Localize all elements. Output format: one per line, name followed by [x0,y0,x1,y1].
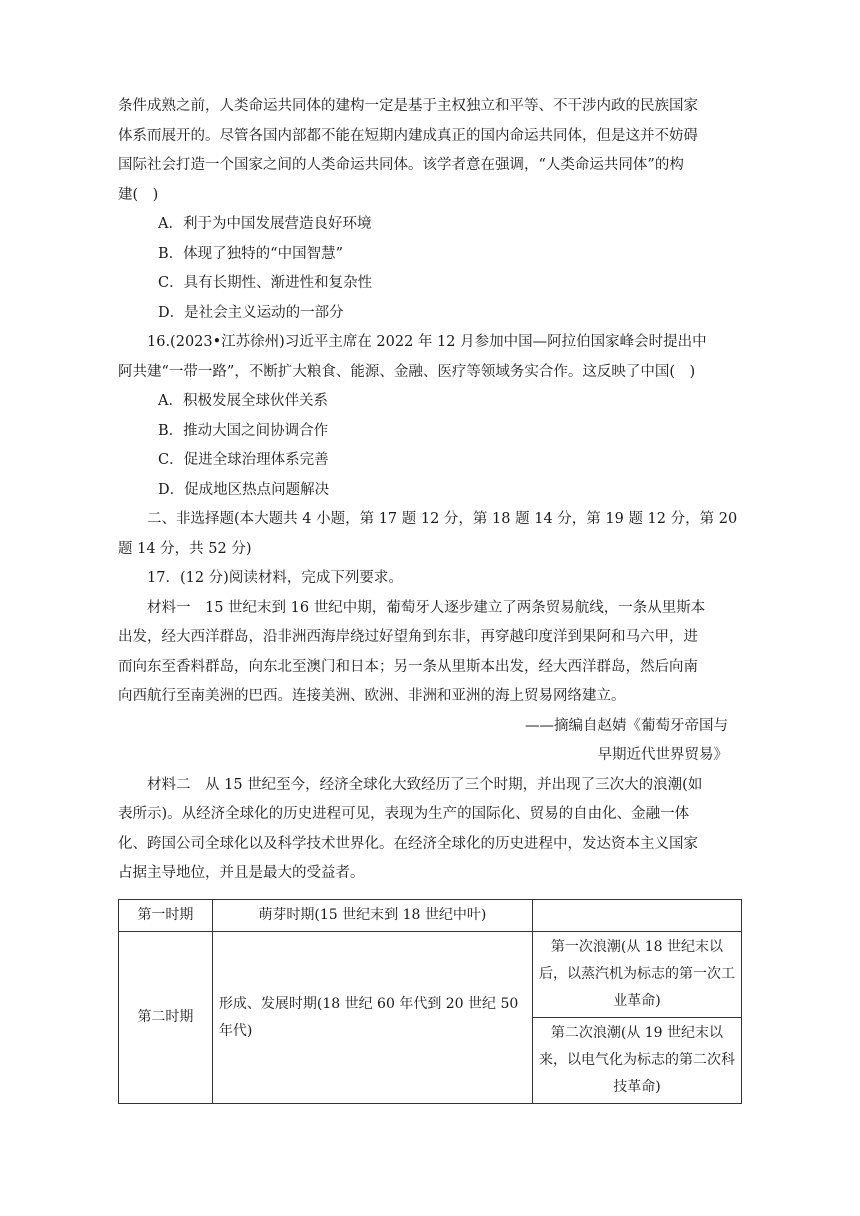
material2-line: 化、跨国公司全球化以及科学技术世界化。在经济全球化的历史进程中，发达资本主义国家 [118,835,698,852]
q16-option-a: A．积极发展全球伙伴关系 [158,393,328,409]
stage-cell: 形成、发展时期(18 世纪 60 年代到 20 世纪 50 年代) [212,932,532,1104]
section-heading-line: 题 14 分，共 52 分) [118,540,252,557]
stage-cell: 萌芽时期(15 世纪末到 18 世纪中叶) [212,900,532,932]
q17-heading: 17．(12 分)阅读材料，完成下列要求。 [147,570,403,586]
question-15 [118,92,742,328]
globalization-table [118,899,742,1104]
q16-option-c: C．促进全球治理体系完善 [158,452,329,468]
period-cell: 第二时期 [119,932,213,1104]
wave-cell: 第一次浪潮(从 18 世纪末以后，以蒸汽机为标志的第一次工业革命) [532,932,741,1018]
section-non-choice [118,505,742,564]
wave-cell [532,900,741,932]
material2-line: 材料二 从 15 世纪至今，经济全球化大致经历了三个时期，并出现了三次大的浪潮(如 [147,776,703,793]
q16-option-d: D．促成地区热点问题解决 [158,481,330,498]
q15-stem-line: 国际社会打造一个国家之间的人类命运共同体。该学者意在强调，“人类命运共同体”的构 [118,157,684,173]
q16-option-b: B．推动大国之间协调合作 [158,422,329,439]
q15-option-a: A．利于为中国发展营造良好环境 [158,216,372,232]
wave-cell: 第二次浪潮(从 19 世纪末以来，以电气化为标志的第二次科技革命) [532,1018,741,1104]
q15-stem-line: 条件成熟之前，人类命运共同体的建构一定是基于主权独立和平等、不干涉内政的民族国家 [118,98,698,114]
citation-line: ——摘编自赵婧《葡萄牙帝国与 [525,717,728,734]
q15-stem-line: 体系而展开的。尽管各国内部都不能在短期内建成真正的国内命运共同体，但是这并不妨碍 [118,127,698,144]
question-17 [118,564,742,889]
q15-stem-line: 建( ) [118,186,159,203]
document-body [118,92,742,889]
q16-stem-line: 阿共建“一带一路”，不断扩大粮食、能源、金融、医疗等领域务实合作。这反映了中国( ) [118,363,696,380]
q15-option-d: D．是社会主义运动的一部分 [158,304,344,321]
period-cell: 第一时期 [119,900,213,932]
citation-line: 早期近代世界贸易》 [597,747,728,763]
material2-line: 占据主导地位，并且是最大的受益者。 [118,865,365,881]
table-row [119,900,742,932]
material1-line: 而向东至香料群岛，向东北至澳门和日本；另一条从里斯本出发，经大西洋群岛，然后向南 [118,658,698,675]
material1-line: 材料一 15 世纪末到 16 世纪中期，葡萄牙人逐步建立了两条贸易航线，一条从里斯本 [147,599,706,616]
material2-line: 表所示)。从经济全球化的历史进程可见，表现为生产的国际化、贸易的自由化、金融一体 [118,806,690,822]
material1-line: 向西航行至南美洲的巴西。连接美洲、欧洲、非洲和亚洲的海上贸易网络建立。 [118,688,626,704]
material1-line: 出发，经大西洋群岛，沿非洲西海岸绕过好望角到东非，再穿越印度洋到果阿和马六甲，进 [118,629,698,645]
q15-option-c: C．具有长期性、渐进性和复杂性 [158,275,373,291]
q15-option-b: B．体现了独特的“中国智慧” [158,245,343,262]
table-row [119,932,742,1018]
section-heading-line: 二、非选择题(本大题共 4 小题，第 17 题 12 分，第 18 题 14 分，第 19 题 12 分，第 20 [147,511,738,527]
q16-stem-line: 16.(2023•江苏徐州)习近平主席在 2022 年 12 月参加中国—阿拉伯国家峰会时提出中 [147,334,707,350]
question-16 [118,328,742,505]
